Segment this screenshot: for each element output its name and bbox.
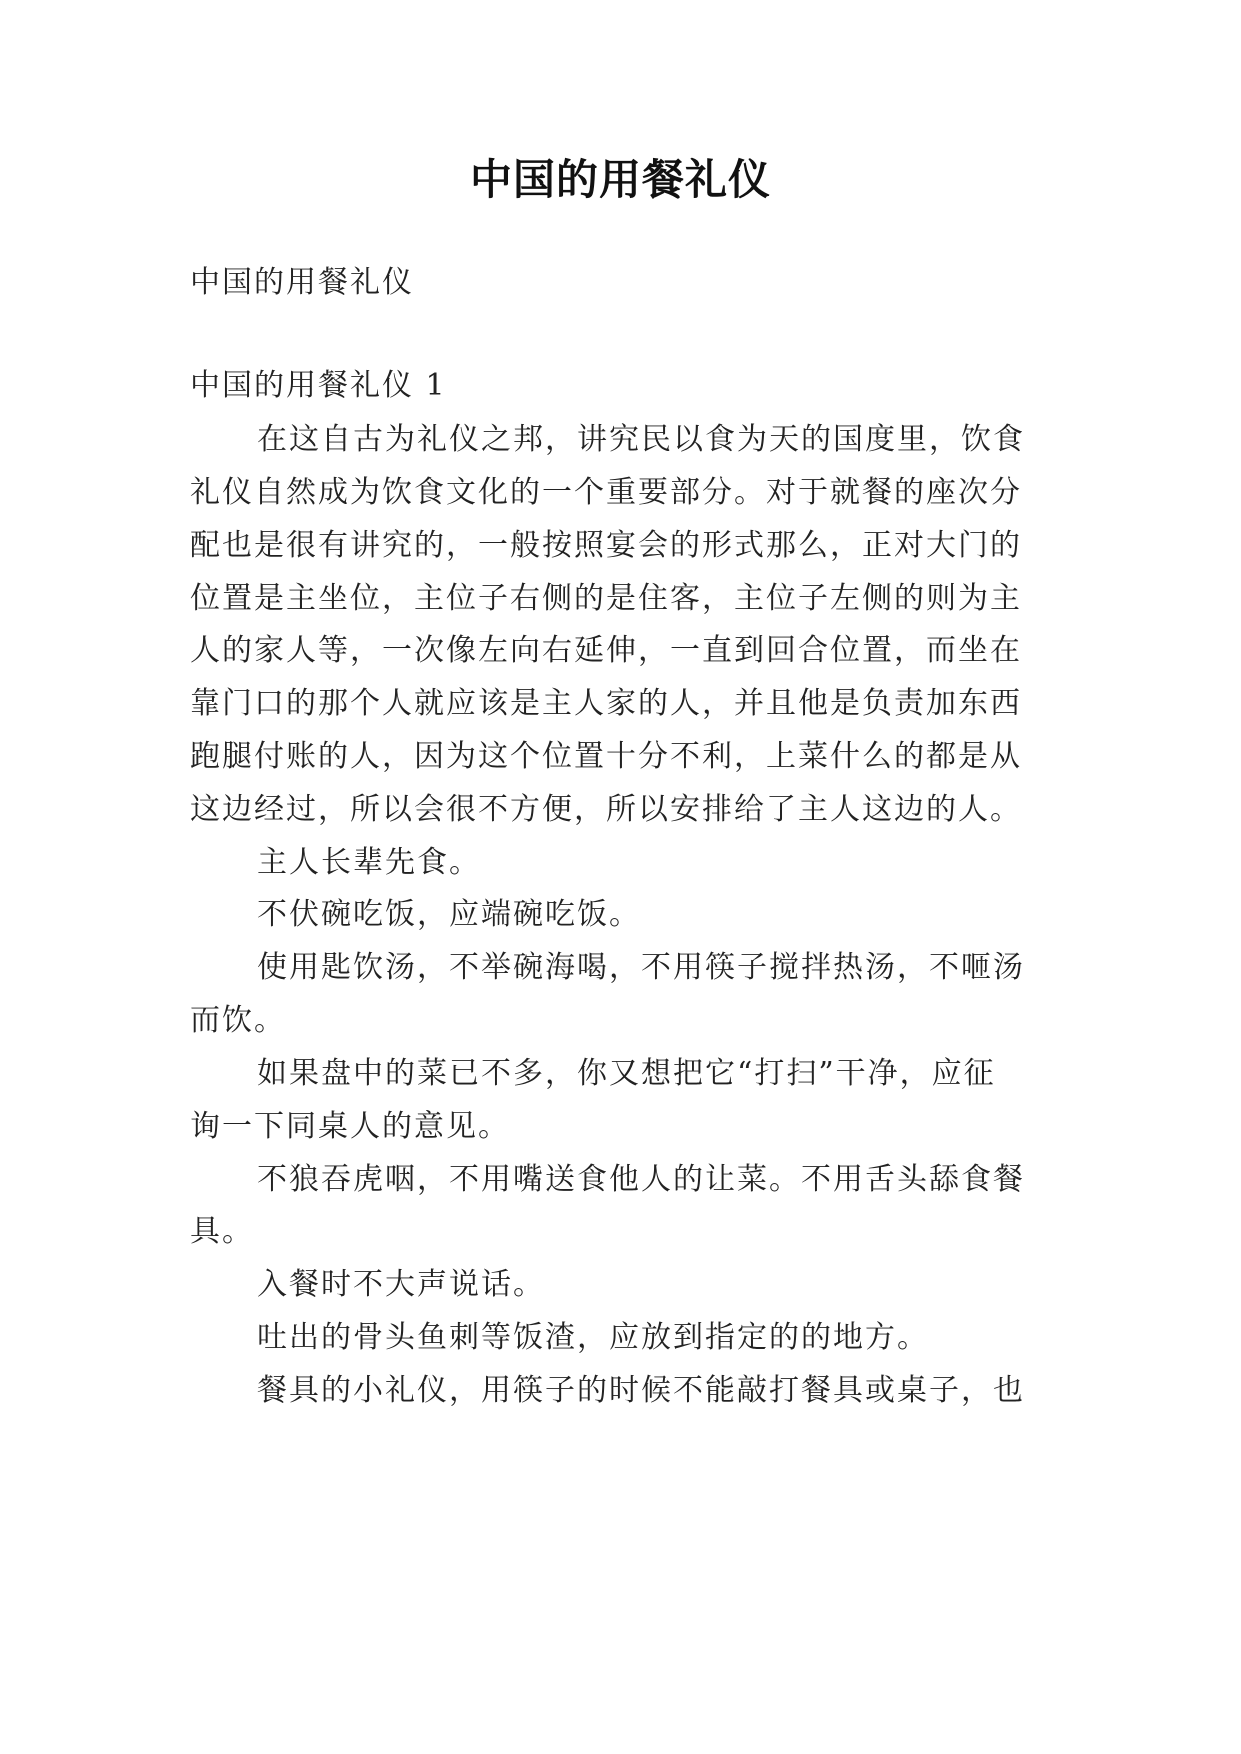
paragraph-line: 配也是很有讲究的，一般按照宴会的形式那么，正对大门的 xyxy=(190,528,1022,563)
paragraph-line: 在这自古为礼仪之邦，讲究民以食为天的国度里，饮食 xyxy=(257,422,1025,457)
document-subtitle: 中国的用餐礼仪 xyxy=(190,265,414,300)
paragraph-line: 人的家人等，一次像左向右延伸，一直到回合位置，而坐在 xyxy=(190,633,1022,668)
document-title: 中国的用餐礼仪 xyxy=(469,155,771,204)
paragraph-line: 使用匙饮汤，不举碗海喝，不用筷子搅拌热汤，不咂汤 xyxy=(257,950,1025,985)
paragraph-line: 询一下同桌人的意见。 xyxy=(190,1109,510,1144)
paragraph-line: 主人长辈先食。 xyxy=(257,845,481,880)
paragraph-line: 而饮。 xyxy=(190,1003,286,1038)
paragraph-line: 位置是主坐位，主位子右侧的是住客，主位子左侧的则为主 xyxy=(190,581,1022,616)
paragraph-line: 跑腿付账的人，因为这个位置十分不利，上菜什么的都是从 xyxy=(190,739,1022,774)
section-heading: 中国的用餐礼仪 1 xyxy=(190,368,447,403)
paragraph-line: 吐出的骨头鱼刺等饭渣，应放到指定的的地方。 xyxy=(257,1320,929,1355)
paragraph-line: 礼仪自然成为饮食文化的一个重要部分。对于就餐的座次分 xyxy=(190,475,1022,510)
paragraph-line: 具。 xyxy=(190,1214,254,1249)
paragraph-line: 靠门口的那个人就应该是主人家的人，并且他是负责加东西 xyxy=(190,686,1022,721)
paragraph-line: 不狼吞虎咽，不用嘴送食他人的让菜。不用舌头舔食餐 xyxy=(257,1162,1025,1197)
paragraph-line: 餐具的小礼仪，用筷子的时候不能敲打餐具或桌子，也 xyxy=(257,1373,1025,1408)
paragraph-line: 不伏碗吃饭，应端碗吃饭。 xyxy=(257,897,641,932)
paragraph-line: 这边经过，所以会很不方便，所以安排给了主人这边的人。 xyxy=(190,792,1022,827)
paragraph-line: 入餐时不大声说话。 xyxy=(257,1267,545,1302)
paragraph-line: 如果盘中的菜已不多，你又想把它“打扫”干净，应征 xyxy=(257,1056,996,1091)
